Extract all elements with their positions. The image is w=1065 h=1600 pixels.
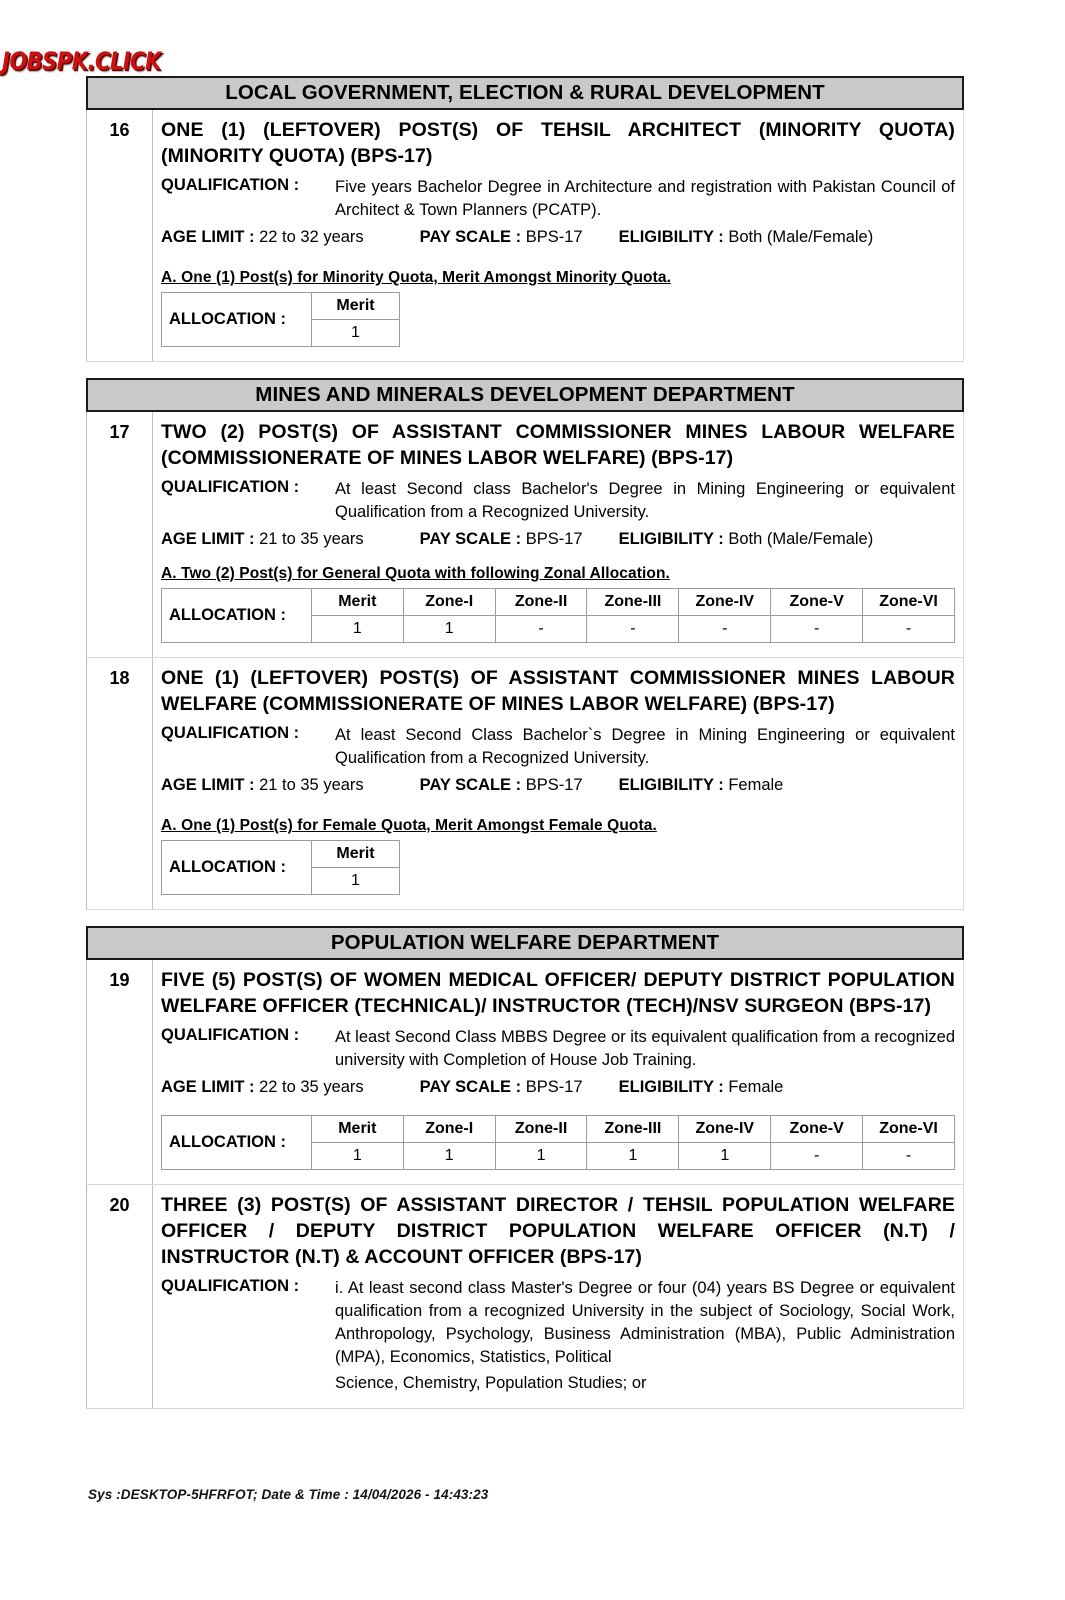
post-number: 19: [87, 960, 153, 1184]
age-limit-value: 21 to 35 years: [259, 776, 364, 795]
allocation-label: ALLOCATION :: [162, 841, 312, 895]
allocation-header: Zone-VI: [863, 589, 955, 616]
qualification-spacer: [161, 1372, 331, 1395]
qualification-value: At least Second Class MBBS Degree or its equivalent qualification from a recognized university with Completion of House Job Training.: [335, 1027, 955, 1070]
eligibility-value: Female: [728, 776, 784, 795]
table-row: [162, 841, 400, 868]
allocation-value: -: [863, 1143, 955, 1170]
age-limit-value: 22 to 35 years: [259, 1078, 364, 1097]
allocation-header: Zone-II: [495, 1116, 587, 1143]
allocation-value: -: [771, 616, 863, 643]
allocation-header: Zone-III: [587, 589, 679, 616]
system-footer: Sys :DESKTOP-5HFRFOT; Date & Time : 14/04/2026 - 14:43:23: [88, 1487, 489, 1502]
age-limit-label: AGE LIMIT :: [161, 530, 255, 549]
jobspk-watermark-logo: JOBSPK.CLICK: [2, 47, 161, 76]
qualification-value: At least Second Class Bachelor`s Degree in Mining Engineering or equivalent Qualification from a Recognized University.: [335, 725, 955, 767]
allocation-table: [161, 588, 955, 643]
eligibility-label: ELIGIBILITY :: [618, 530, 724, 549]
qualification-label: QUALIFICATION :: [161, 723, 300, 742]
eligibility-item: [619, 228, 874, 247]
allocation-table: [161, 1115, 955, 1170]
pay-scale-label: PAY SCALE :: [419, 530, 522, 549]
allocation-header: Zone-I: [403, 589, 495, 616]
allocation-value: 1: [311, 1143, 403, 1170]
qualification-value: Five years Bachelor Degree in Architecture and registration with Pakistan Council of Architect & Town Planners (PCATP).: [335, 177, 955, 219]
qualification-label: QUALIFICATION :: [161, 1025, 300, 1044]
age-limit-item: [161, 228, 364, 247]
age-limit-item: [161, 530, 364, 549]
department-title: MINES AND MINERALS DEVELOPMENT DEPARTMENT: [255, 382, 795, 406]
allocation-header: Zone-I: [403, 1116, 495, 1143]
post-entry-20: [86, 1185, 964, 1409]
pay-scale-value: BPS-17: [525, 228, 583, 247]
meta-row: [161, 228, 955, 247]
qualification-value: i. At least second class Master's Degree or four (04) years BS Degree or equivalent qualification from a recognized University in the subject of Sociology, Social Work, Anthropology, Psychology, Business Administration (MBA), Public Administration (MPA), Economics, Statistics, Political: [335, 1278, 955, 1367]
table-row: [162, 293, 400, 320]
allocation-label: ALLOCATION :: [162, 589, 312, 643]
eligibility-item: [619, 1078, 784, 1097]
allocation-value: -: [771, 1143, 863, 1170]
post-details: [153, 960, 963, 1184]
pay-scale-item: [420, 228, 583, 247]
age-limit-value: 21 to 35 years: [259, 530, 364, 549]
post-title: FIVE (5) POST(S) OF WOMEN MEDICAL OFFICER/ DEPUTY DISTRICT POPULATION WELFARE OFFICER (TECHNICAL)/ INSTRUCTOR (TECH)/NSV SURGEON (BPS-17): [161, 969, 955, 1018]
quota-note: A. One (1) Post(s) for Female Quota, Merit Amongst Female Quota.: [161, 817, 657, 835]
advertisement-content: [86, 76, 964, 1409]
pay-scale-value: BPS-17: [525, 1078, 583, 1097]
allocation-header: Zone-V: [771, 1116, 863, 1143]
allocation-value: 1: [403, 1143, 495, 1170]
qualification-row: [161, 176, 955, 222]
spacer: [86, 362, 964, 378]
meta-row: [161, 776, 955, 795]
allocation-header: Zone-V: [771, 589, 863, 616]
allocation-header: Merit: [312, 841, 400, 868]
allocation-table: [161, 840, 400, 895]
qualification-label: QUALIFICATION :: [161, 477, 300, 496]
allocation-value: -: [495, 616, 587, 643]
meta-row: [161, 530, 955, 549]
eligibility-label: ELIGIBILITY :: [618, 1078, 724, 1097]
allocation-value: -: [679, 616, 771, 643]
eligibility-value: Female: [728, 1078, 784, 1097]
qualification-row: [161, 724, 955, 770]
pay-scale-value: BPS-17: [525, 776, 583, 795]
pay-scale-value: BPS-17: [525, 530, 583, 549]
age-limit-label: AGE LIMIT :: [161, 228, 255, 247]
pay-scale-label: PAY SCALE :: [419, 228, 522, 247]
allocation-value: -: [863, 616, 955, 643]
allocation-header: Merit: [312, 293, 400, 320]
department-header-mines-minerals: [86, 378, 964, 412]
allocation-value: 1: [495, 1143, 587, 1170]
eligibility-value: Both (Male/Female): [728, 530, 874, 549]
department-title: LOCAL GOVERNMENT, ELECTION & RURAL DEVELOPMENT: [225, 80, 825, 104]
age-limit-label: AGE LIMIT :: [161, 776, 255, 795]
post-details: [153, 110, 963, 361]
qualification-value-continued: Science, Chemistry, Population Studies; or: [335, 1374, 647, 1393]
qualification-label: QUALIFICATION :: [161, 175, 300, 194]
department-header-local-government: [86, 76, 964, 110]
pay-scale-item: [420, 1078, 583, 1097]
qualification-value: At least Second class Bachelor's Degree in Mining Engineering or equivalent Qualification from a Recognized University.: [335, 479, 955, 521]
table-row: [162, 589, 955, 616]
allocation-value: 1: [679, 1143, 771, 1170]
meta-row: [161, 1078, 955, 1097]
pay-scale-label: PAY SCALE :: [419, 776, 522, 795]
post-details: [153, 658, 963, 909]
allocation-table: [161, 292, 400, 347]
age-limit-value: 22 to 32 years: [259, 228, 364, 247]
eligibility-item: [619, 530, 874, 549]
post-number: 16: [87, 110, 153, 361]
post-title: ONE (1) (LEFTOVER) POST(S) OF ASSISTANT COMMISSIONER MINES LABOUR WELFARE (COMMISSIONERATE OF MINES LABOR WELFARE) (BPS-17): [161, 667, 955, 715]
pay-scale-item: [420, 776, 583, 795]
allocation-header: Zone-IV: [679, 1116, 771, 1143]
post-number: 20: [87, 1185, 153, 1408]
post-details: [153, 412, 963, 657]
post-entry-19: [86, 960, 964, 1185]
allocation-value: 1: [311, 616, 403, 643]
allocation-header: Merit: [311, 589, 403, 616]
allocation-header: Zone-IV: [679, 589, 771, 616]
allocation-header: Zone-III: [587, 1116, 679, 1143]
post-number: 17: [87, 412, 153, 657]
allocation-value: 1: [312, 320, 400, 347]
qualification-continuation-row: [161, 1372, 955, 1395]
allocation-value: 1: [587, 1143, 679, 1170]
qualification-row: [161, 478, 955, 524]
age-limit-item: [161, 776, 364, 795]
spacer: [161, 1097, 955, 1115]
age-limit-item: [161, 1078, 364, 1097]
table-row: [162, 1116, 955, 1143]
allocation-label: ALLOCATION :: [162, 1116, 312, 1170]
allocation-header: Zone-II: [495, 589, 587, 616]
post-number: 18: [87, 658, 153, 909]
pay-scale-label: PAY SCALE :: [419, 1078, 522, 1097]
post-title: THREE (3) POST(S) OF ASSISTANT DIRECTOR / TEHSIL POPULATION WELFARE OFFICER / DEPUTY DISTRICT POPULATION WELFARE OFFICER (N.T) / INSTRUCTOR (N.T) & ACCOUNT OFFICER (BPS-17): [161, 1194, 955, 1268]
post-entry-16: [86, 110, 964, 362]
eligibility-label: ELIGIBILITY :: [618, 228, 724, 247]
eligibility-label: ELIGIBILITY :: [618, 776, 724, 795]
qualification-label: QUALIFICATION :: [161, 1276, 300, 1295]
allocation-value: -: [587, 616, 679, 643]
post-entry-17: [86, 412, 964, 658]
pay-scale-item: [420, 530, 583, 549]
eligibility-item: [619, 776, 784, 795]
post-details: [153, 1185, 963, 1408]
quota-note: A. One (1) Post(s) for Minority Quota, Merit Amongst Minority Quota.: [161, 269, 671, 287]
qualification-row: [161, 1277, 955, 1369]
eligibility-value: Both (Male/Female): [728, 228, 874, 247]
age-limit-label: AGE LIMIT :: [161, 1078, 255, 1097]
department-title: POPULATION WELFARE DEPARTMENT: [330, 930, 720, 954]
spacer: [86, 910, 964, 926]
allocation-label: ALLOCATION :: [162, 293, 312, 347]
department-header-population-welfare: [86, 926, 964, 960]
allocation-value: 1: [403, 616, 495, 643]
quota-note: A. Two (2) Post(s) for General Quota with following Zonal Allocation.: [161, 565, 670, 583]
allocation-header: Merit: [311, 1116, 403, 1143]
allocation-header: Zone-VI: [863, 1116, 955, 1143]
post-entry-18: [86, 658, 964, 910]
qualification-row: [161, 1026, 955, 1072]
allocation-value: 1: [312, 868, 400, 895]
post-title: TWO (2) POST(S) OF ASSISTANT COMMISSIONER MINES LABOUR WELFARE (COMMISSIONERATE OF MINES LABOR WELFARE) (BPS-17): [161, 421, 955, 469]
post-title: ONE (1) (LEFTOVER) POST(S) OF TEHSIL ARCHITECT (MINORITY QUOTA) (MINORITY QUOTA) (BPS-17): [161, 119, 955, 167]
